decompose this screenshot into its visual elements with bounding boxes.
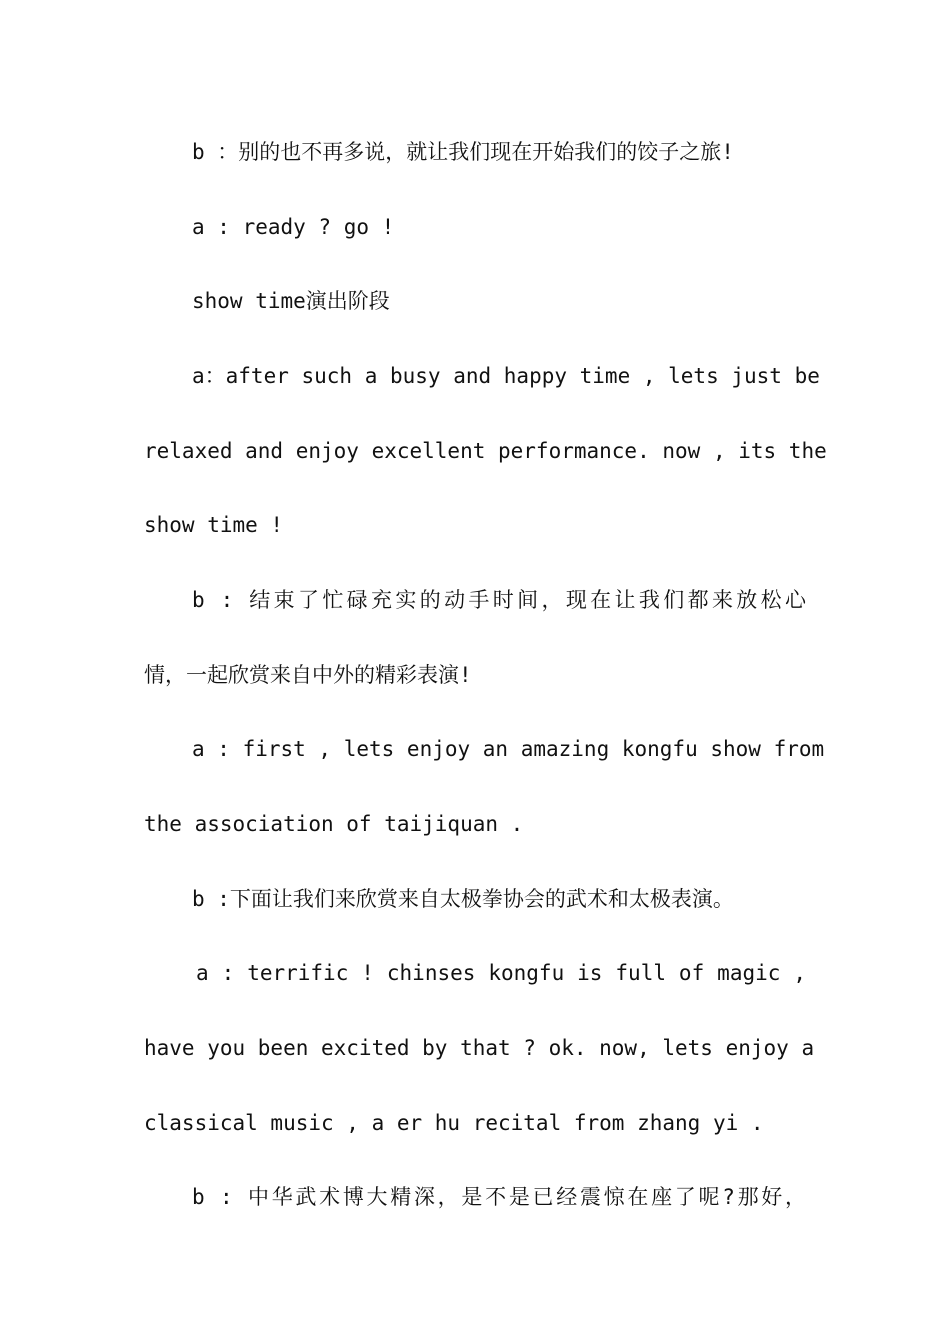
dialogue-line-a-ready: a : ready ? go ! xyxy=(192,215,395,239)
dialogue-line-a-kongfu: a : first , lets enjoy an amazing kongfu show from xyxy=(192,737,825,761)
dialogue-line-a-busy-time: a：after such a busy and happy time , lets just be xyxy=(192,364,820,388)
dialogue-line-a-erhu: classical music , a er hu recital from zhang yi . xyxy=(144,1111,764,1135)
dialogue-line-a-terrific-cont: have you been excited by that ? ok. now, lets enjoy a xyxy=(144,1036,815,1060)
dialogue-line-b-relax-cont: 情，一起欣赏来自中外的精彩表演! xyxy=(144,663,472,687)
dialogue-line-a-kongfu-cont: the association of taijiquan . xyxy=(144,812,524,836)
dialogue-line-a-busy-time-cont: relaxed and enjoy excellent performance. now , its the xyxy=(144,439,827,463)
dialogue-line-b-relax: b : 结束了忙碌充实的动手时间，现在让我们都来放松心 xyxy=(192,588,806,612)
section-heading-show-time: show time演出阶段 xyxy=(192,289,390,313)
dialogue-line-a-terrific: a : terrific ! chinses kongfu is full of magic , xyxy=(196,961,806,985)
dialogue-line-b-wushu: b : 中华武术博大精深，是不是已经震惊在座了呢?那好， xyxy=(192,1185,806,1209)
dialogue-line-a-show-time: show time ! xyxy=(144,513,284,537)
dialogue-line-b-taiji: b :下面让我们来欣赏来自太极拳协会的武术和太极表演。 xyxy=(192,887,734,911)
dialogue-line-b-1: b ：别的也不再多说，就让我们现在开始我们的饺子之旅! xyxy=(192,140,734,164)
